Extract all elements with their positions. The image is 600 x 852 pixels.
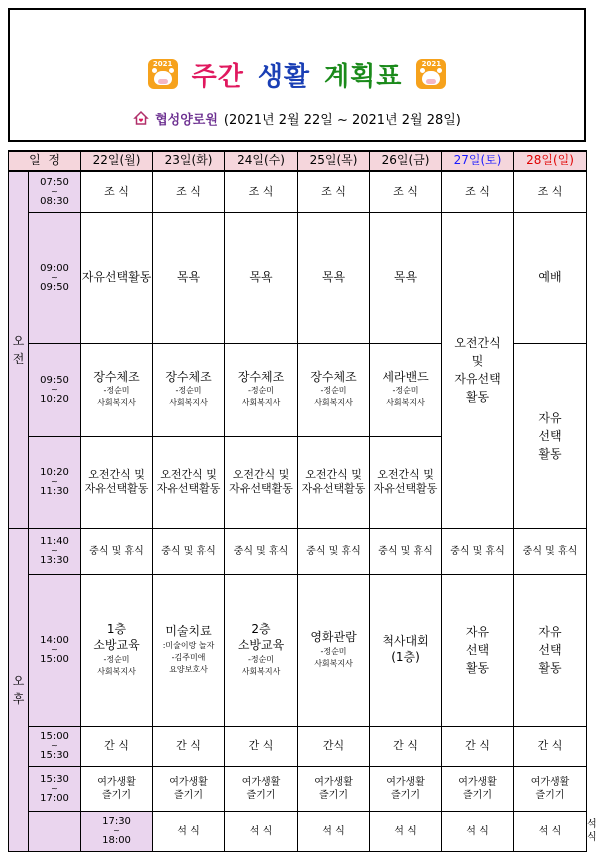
table-row (9, 766, 587, 811)
snack-cell: 간식 (298, 726, 370, 766)
time-cell: 09:00 ~ 09:50 (29, 212, 81, 343)
time-cell: 10:20 ~ 11:30 (29, 436, 81, 528)
period-pm: 오 후 (9, 528, 29, 851)
subtitle-row (10, 106, 584, 130)
breakfast-cell: 조 식 (442, 171, 514, 212)
schedule-label: 일 정 (9, 151, 81, 171)
sat-am-cell: 오전간식 및 자유선택 활동 (442, 212, 514, 528)
activity-cell: 오전간식 및 자유선택활동 (81, 436, 153, 528)
time-cell: 14:00 ~ 15:00 (29, 574, 81, 726)
time-cell: 17:30 ~ 18:00 (81, 811, 153, 851)
activity-cell: 영화관람 -정순미 사회복지사 (298, 574, 370, 726)
lunch-cell: 중식 및 휴식 (81, 528, 153, 574)
weekly-schedule-table (8, 150, 597, 852)
breakfast-cell: 조 식 (514, 171, 587, 212)
activity-cell: 자유 선택 활동 (514, 574, 587, 726)
table-row (9, 212, 587, 343)
activity-cell: 장수체조 -정순미 사회복지사 (81, 343, 153, 436)
title-word-1: 주간 (191, 61, 244, 92)
dinner-cell: 석 식 (514, 811, 587, 851)
lunch-cell: 중식 및 휴식 (225, 528, 298, 574)
table-row (9, 726, 587, 766)
badge-year: 2021 (152, 60, 173, 68)
leisure-cell: 여가생활 즐기기 (514, 766, 587, 811)
snack-cell: 간 식 (153, 726, 225, 766)
day-thu: 25일(목) (298, 151, 370, 171)
activity-cell: 장수체조 -정순미 사회복지사 (298, 343, 370, 436)
lunch-cell: 중식 및 휴식 (514, 528, 587, 574)
time-cell: 15:00 ~ 15:30 (29, 726, 81, 766)
breakfast-cell: 조 식 (298, 171, 370, 212)
dinner-cell: 석 식 (442, 811, 514, 851)
leisure-cell: 여가생활 즐기기 (298, 766, 370, 811)
header-row (9, 151, 587, 171)
date-range: (2021년 2월 22일 ~ 2021년 2월 28일) (223, 112, 461, 128)
activity-cell: 자유 선택 활동 (442, 574, 514, 726)
home-heart-icon (133, 110, 149, 126)
lunch-cell: 중식 및 휴식 (153, 528, 225, 574)
activity-cell: 척사대회 (1층) (370, 574, 442, 726)
day-mon: 22일(월) (81, 151, 153, 171)
breakfast-cell: 조 식 (225, 171, 298, 212)
activity-cell: 장수체조 -정순미 사회복지사 (225, 343, 298, 436)
activity-cell: 자유선택활동 (81, 212, 153, 343)
leisure-cell: 여가생활 즐기기 (153, 766, 225, 811)
activity-cell: 오전간식 및 자유선택활동 (298, 436, 370, 528)
activity-cell: 목욕 (153, 212, 225, 343)
activity-cell: 세라밴드 -정순미 사회복지사 (370, 343, 442, 436)
activity-cell: 1층 소방교육 -정순미 사회복지사 (81, 574, 153, 726)
activity-cell: 오전간식 및 자유선택활동 (225, 436, 298, 528)
title-row (10, 54, 584, 94)
day-tue: 23일(화) (153, 151, 225, 171)
ox-mascot-icon (416, 59, 446, 89)
leisure-cell: 여가생활 즐기기 (81, 766, 153, 811)
snack-cell: 간 식 (370, 726, 442, 766)
badge-year: 2021 (421, 60, 442, 68)
ox-mascot-icon (148, 59, 178, 89)
activity-cell: 2층 소방교육 -정순미 사회복지사 (225, 574, 298, 726)
activity-cell: 목욕 (370, 212, 442, 343)
org-name: 협성양로원 (155, 112, 218, 128)
lunch-cell: 중식 및 휴식 (442, 528, 514, 574)
activity-cell: 목욕 (225, 212, 298, 343)
activity-cell: 미술치료 :미술이랑 놀자 -김주미애 요양보호사 (153, 574, 225, 726)
lunch-cell: 중식 및 휴식 (298, 528, 370, 574)
worship-cell: 예배 (514, 212, 587, 343)
day-wed: 24일(수) (225, 151, 298, 171)
header-box (8, 8, 586, 142)
time-cell: 15:30 ~ 17:00 (29, 766, 81, 811)
table-row (9, 171, 587, 212)
leisure-cell: 여가생활 즐기기 (370, 766, 442, 811)
activity-cell: 장수체조 -정순미 사회복지사 (153, 343, 225, 436)
table-row: 17:30 ~ 18:00 석 식 석 식 석 식 석 식 석 식 석 식 석 식 (9, 811, 587, 851)
activity-cell: 오전간식 및 자유선택활동 (153, 436, 225, 528)
snack-cell: 간 식 (442, 726, 514, 766)
snack-cell: 간 식 (81, 726, 153, 766)
day-fri: 26일(금) (370, 151, 442, 171)
table-row (9, 528, 587, 574)
day-sun: 28일(일) (514, 151, 587, 171)
snack-cell: 간 식 (225, 726, 298, 766)
time-cell: 11:40 ~ 13:30 (29, 528, 81, 574)
dinner-cell: 석 식 (225, 811, 298, 851)
activity-cell: 오전간식 및 자유선택활동 (370, 436, 442, 528)
title-word-3: 계획표 (324, 61, 403, 92)
leisure-cell: 여가생활 즐기기 (442, 766, 514, 811)
day-sat: 27일(토) (442, 151, 514, 171)
time-cell: 07:50 ~ 08:30 (29, 171, 81, 212)
period-pm-end (29, 811, 81, 851)
breakfast-cell: 조 식 (370, 171, 442, 212)
leisure-cell: 여가생활 즐기기 (225, 766, 298, 811)
title-word-2: 생활 (257, 61, 311, 92)
dinner-cell: 석 식 (370, 811, 442, 851)
snack-cell: 간 식 (514, 726, 587, 766)
table-row (9, 574, 587, 726)
dinner-cell: 석 식 (153, 811, 225, 851)
breakfast-cell: 조 식 (153, 171, 225, 212)
time-cell: 09:50 ~ 10:20 (29, 343, 81, 436)
dinner-cell: 석 식 (298, 811, 370, 851)
breakfast-cell: 조 식 (81, 171, 153, 212)
activity-cell: 목욕 (298, 212, 370, 343)
sun-free-cell: 자유 선택 활동 (514, 343, 587, 528)
period-am: 오 전 (9, 171, 29, 528)
lunch-cell: 중식 및 휴식 (370, 528, 442, 574)
